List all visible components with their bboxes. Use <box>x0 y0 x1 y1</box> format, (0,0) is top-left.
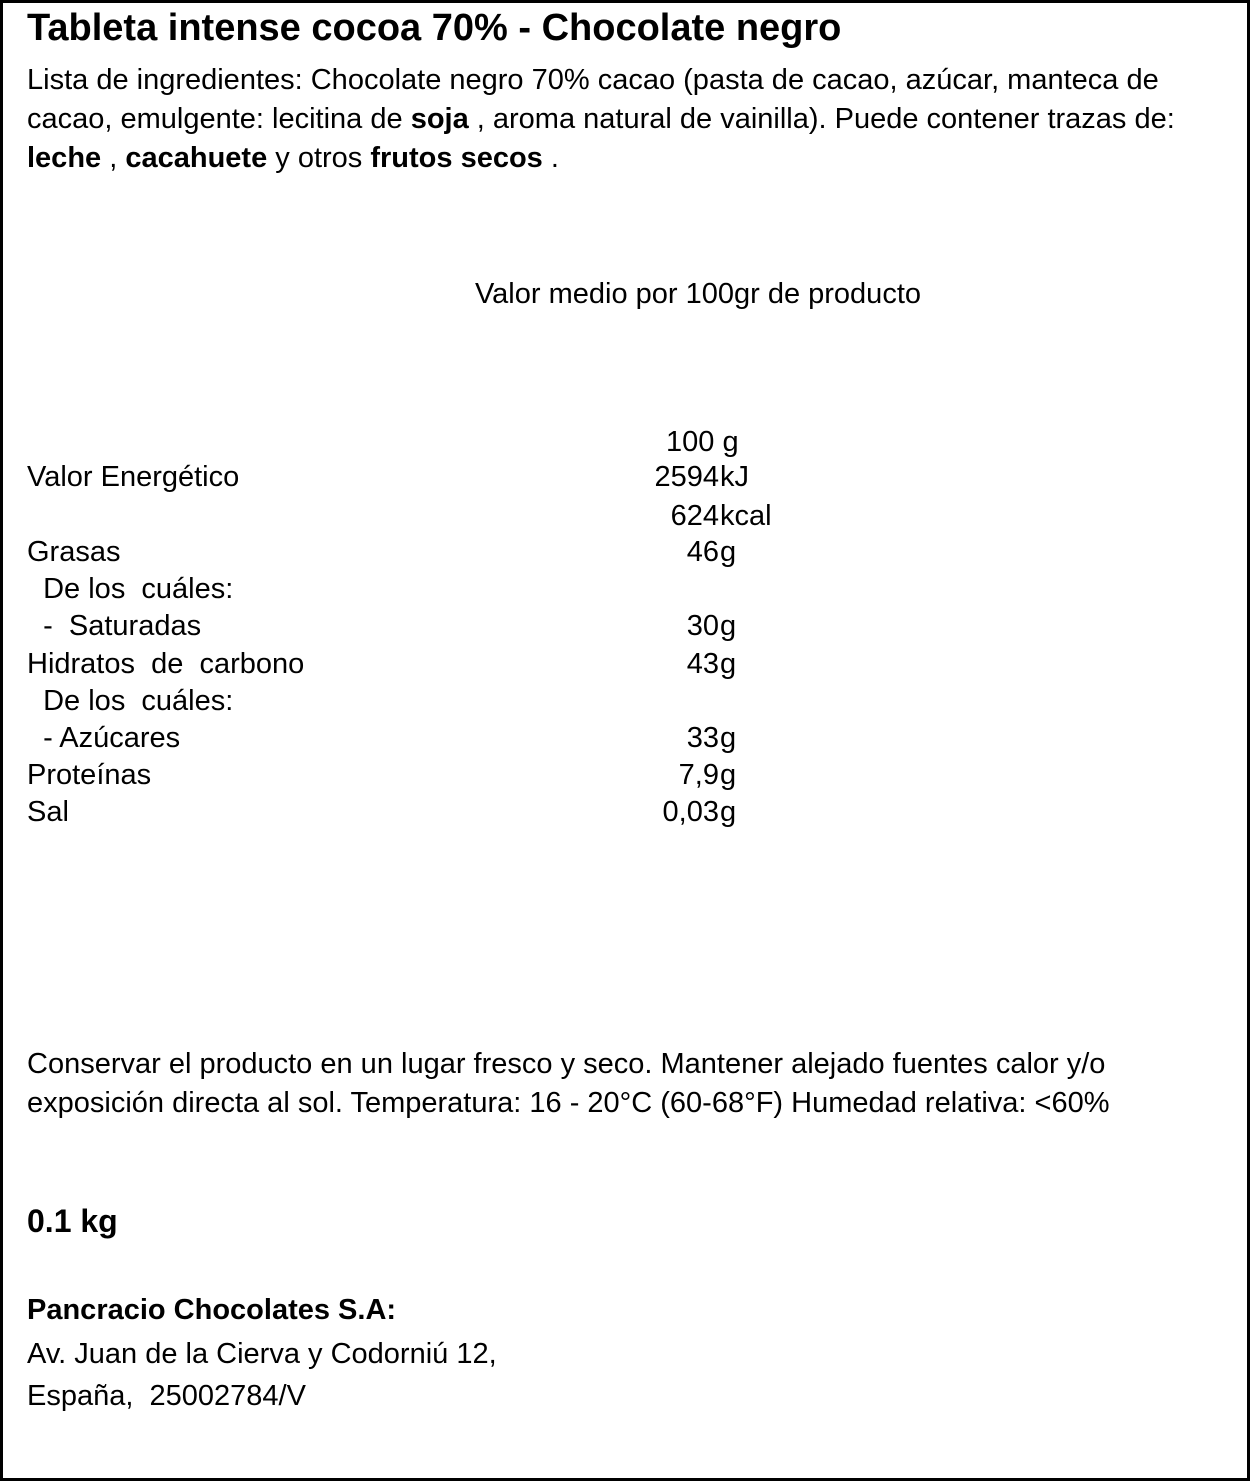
nutrition-label: Valor Energético <box>27 461 240 493</box>
nutrition-value: 43 <box>686 648 719 680</box>
nutrition-value: 7,9 <box>678 759 719 791</box>
nutrition-unit: g <box>720 536 737 568</box>
ingredients-text: y otros <box>267 142 371 174</box>
nutrition-value: 46 <box>686 536 719 568</box>
ingredients-text: , aroma natural de vainilla). Puede contener trazas de: <box>468 103 1175 135</box>
nutrition-label: Proteínas <box>27 759 152 791</box>
nutrition-value: 30 <box>686 610 719 642</box>
ingredients-list <box>27 61 1227 178</box>
nutrition-label: De los cuáles: <box>27 573 234 605</box>
nutrition-value: 2594 <box>654 461 719 493</box>
product-title: Tableta intense cocoa 70% - Chocolate negro <box>27 7 842 49</box>
nutrition-label: Sal <box>27 796 69 828</box>
company-address-line2: España, 25002784/V <box>27 1380 306 1412</box>
nutrition-label: - Saturadas <box>27 610 202 642</box>
allergen-soja: soja <box>410 103 469 135</box>
ingredients-text: . <box>542 142 559 174</box>
nutrition-per-amount: 100 g <box>666 426 739 458</box>
nutrition-unit: g <box>720 722 737 754</box>
nutrition-unit: kcal <box>720 500 772 532</box>
nutrition-value: 33 <box>686 722 719 754</box>
nutrition-value: 624 <box>670 500 719 532</box>
ingredients-text: Lista de ingredientes: Chocolate negro 70% cacao (pasta de cacao, azúcar, manteca de cacao, emulgente: lecitina de <box>27 64 1159 135</box>
nutrition-label: - Azúcares <box>27 722 181 754</box>
nutrition-unit: g <box>720 759 737 791</box>
company-name: Pancracio Chocolates S.A: <box>27 1294 397 1326</box>
nutrition-value: 0,03 <box>662 796 719 828</box>
storage-instructions: Conservar el producto en un lugar fresco y seco. Mantener alejado fuentes calor y/o exposición directa al sol. Temperatura: 16 - 20°C (60-68°F) Humedad relativa: <60% <box>27 1048 1110 1119</box>
nutrition-unit: kJ <box>720 461 749 493</box>
company-address-line1: Av. Juan de la Cierva y Codorniú 12, <box>27 1338 497 1370</box>
allergen-leche: leche <box>27 142 102 174</box>
nutrition-label: De los cuáles: <box>27 685 234 717</box>
ingredients-text: , <box>101 142 126 174</box>
nutrition-unit: g <box>720 610 737 642</box>
allergen-cacahuete: cacahuete <box>125 142 268 174</box>
nutrition-label: Hidratos de carbono <box>27 648 305 680</box>
nutrition-column-header: Valor medio por 100gr de producto <box>474 278 922 310</box>
nutrition-unit: g <box>720 796 737 828</box>
allergen-frutos-secos: frutos secos <box>370 142 543 174</box>
nutrition-label: Grasas <box>27 536 121 568</box>
net-weight: 0.1 kg <box>27 1203 118 1239</box>
nutrition-unit: g <box>720 648 737 680</box>
